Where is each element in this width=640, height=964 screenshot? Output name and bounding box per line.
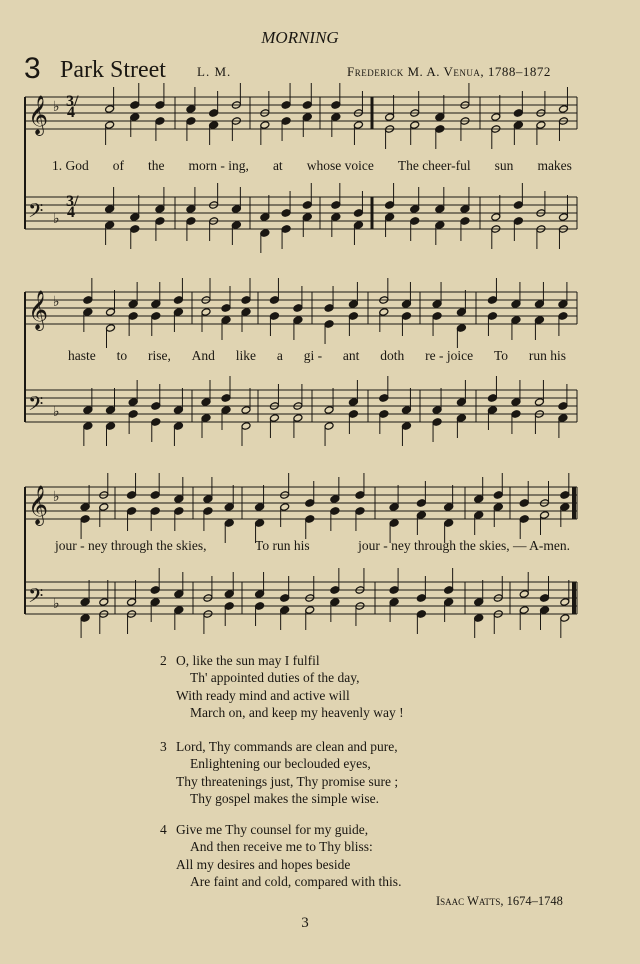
note-head: [444, 519, 454, 528]
note-head: [493, 503, 503, 512]
note-head: [83, 422, 93, 431]
note-head: [456, 398, 466, 407]
note-head: [224, 503, 234, 512]
note-head: [491, 113, 501, 122]
lyric: jour - ney through the skies, — A-men.: [358, 538, 570, 553]
note-head: [173, 308, 183, 317]
note-head: [260, 121, 270, 130]
lyric: run his: [528, 348, 566, 363]
note-head: [99, 503, 109, 512]
verse-line: O, like the sun may I fulfil: [176, 653, 320, 668]
note-head: [186, 105, 196, 114]
note-head: [83, 296, 93, 305]
note-head: [241, 296, 251, 305]
note-head: [519, 515, 529, 524]
note-head: [80, 515, 90, 524]
note-head: [280, 503, 290, 512]
note-head: [305, 515, 315, 524]
verse-number: 3: [160, 739, 167, 754]
note-head: [128, 398, 138, 407]
lyric: gi -: [303, 348, 323, 363]
note-head: [456, 324, 466, 333]
note-head: [410, 217, 420, 226]
verse-line: With ready mind and active will: [176, 687, 350, 703]
note-head: [487, 296, 497, 305]
note-head: [560, 503, 570, 512]
note-head: [173, 422, 183, 431]
note-head: [379, 308, 389, 317]
note-head: [281, 117, 291, 126]
section-title: MORNING: [261, 28, 339, 47]
note-head: [511, 410, 521, 419]
note-head: [331, 201, 341, 210]
meter: L. M.: [197, 64, 232, 79]
note-head: [128, 410, 138, 419]
note-head: [513, 109, 523, 118]
note-head: [385, 201, 395, 210]
note-head: [416, 511, 426, 520]
lyrics-line-2: [68, 348, 566, 364]
lyric: To run his: [255, 538, 310, 553]
note-head: [155, 217, 165, 226]
verse-2: [160, 652, 404, 722]
note-head: [155, 205, 165, 214]
note-head: [255, 590, 265, 599]
verse-number: 2: [160, 653, 167, 668]
note-head: [460, 205, 470, 214]
note-head: [474, 511, 484, 520]
note-head: [269, 296, 279, 305]
treble-clef: 𝄞: [28, 290, 49, 330]
flat-key-signature: ♭: [53, 211, 60, 227]
note-head: [558, 402, 568, 411]
note-head: [269, 414, 279, 423]
verse-line: Give me Thy counsel for my guide,: [176, 822, 369, 837]
note-head: [174, 495, 184, 504]
note-head: [174, 507, 184, 516]
note-head: [151, 300, 161, 309]
note-head: [305, 499, 315, 508]
note-head: [151, 418, 161, 427]
treble-clef: 𝄞: [28, 485, 49, 525]
note-head: [105, 105, 115, 114]
note-head: [281, 225, 291, 234]
note-head: [487, 312, 497, 321]
verse-line: Thy gospel makes the simple wise.: [190, 791, 379, 807]
note-head: [435, 205, 445, 214]
note-head: [128, 312, 138, 321]
note-head: [401, 422, 411, 431]
note-head: [444, 586, 454, 595]
note-head: [432, 418, 442, 427]
note-head: [151, 312, 161, 321]
note-head: [456, 308, 466, 317]
note-head: [324, 304, 334, 313]
note-head: [155, 117, 165, 126]
note-head: [203, 495, 213, 504]
hymn-number: 3: [24, 52, 41, 85]
note-head: [80, 503, 90, 512]
verse-number: 4: [160, 822, 167, 837]
bass-clef: 𝄢: [28, 584, 44, 612]
note-head: [293, 316, 303, 325]
note-head: [241, 308, 251, 317]
lyrics-line-3: [55, 538, 570, 554]
note-head: [130, 225, 140, 234]
note-head: [150, 586, 160, 595]
flat-key-signature: ♭: [53, 404, 60, 420]
note-head: [150, 507, 160, 516]
note-head: [293, 304, 303, 313]
lyric: of: [112, 158, 125, 173]
tune-name: Park Street: [60, 57, 166, 83]
note-head: [105, 121, 115, 130]
note-head: [401, 300, 411, 309]
verse-line: And then receive me to Thy bliss:: [190, 839, 373, 855]
verse-line: All my desires and hopes beside: [176, 856, 351, 872]
verse-4: [160, 821, 401, 891]
note-head: [105, 205, 115, 214]
note-head: [302, 201, 312, 210]
note-head: [536, 121, 546, 130]
note-head: [444, 503, 454, 512]
note-head: [186, 205, 196, 214]
note-head: [379, 394, 389, 403]
note-head: [513, 201, 523, 210]
verse-line: Th' appointed duties of the day,: [190, 670, 360, 686]
note-head: [355, 491, 365, 500]
note-head: [511, 316, 521, 325]
note-head: [355, 507, 365, 516]
flat-key-signature: ♭: [53, 294, 60, 310]
flat-key-signature: ♭: [53, 99, 60, 115]
note-head: [280, 594, 290, 603]
note-head: [106, 324, 116, 333]
note-head: [474, 598, 484, 607]
note-head: [83, 406, 93, 415]
note-head: [155, 101, 165, 110]
note-head: [435, 113, 445, 122]
note-head: [385, 113, 395, 122]
lyric: And: [191, 348, 215, 363]
note-head: [379, 410, 389, 419]
lyric: doth: [380, 348, 405, 363]
note-head: [203, 507, 213, 516]
note-head: [331, 113, 341, 122]
note-head: [558, 105, 568, 114]
lyric: like: [235, 348, 257, 363]
note-head: [456, 414, 466, 423]
lyric: to: [116, 348, 128, 363]
verse-line: Are faint and cold, compared with this.: [190, 874, 402, 890]
note-head: [174, 606, 184, 615]
note-head: [324, 406, 334, 415]
note-head: [221, 304, 231, 313]
note-head: [106, 422, 116, 431]
note-head: [432, 406, 442, 415]
note-head: [474, 495, 484, 504]
note-head: [80, 614, 90, 623]
note-head: [209, 109, 219, 118]
note-head: [221, 394, 231, 403]
lyric: jour - ney through the skies,: [55, 538, 207, 553]
note-head: [241, 406, 251, 415]
note-head: [221, 406, 231, 415]
note-head: [385, 213, 395, 222]
note-head: [330, 598, 340, 607]
note-head: [534, 300, 544, 309]
note-head: [80, 598, 90, 607]
note-head: [231, 221, 241, 230]
note-head: [331, 101, 341, 110]
note-head: [255, 602, 265, 611]
lyrics-line-1: [52, 158, 572, 174]
note-head: [560, 614, 570, 623]
note-head: [560, 598, 570, 607]
note-head: [150, 598, 160, 607]
note-head: [173, 296, 183, 305]
note-head: [151, 402, 161, 411]
note-head: [432, 300, 442, 309]
note-head: [99, 598, 109, 607]
note-head: [330, 507, 340, 516]
note-head: [401, 312, 411, 321]
note-head: [348, 398, 358, 407]
note-head: [330, 586, 340, 595]
note-head: [353, 121, 363, 130]
note-head: [241, 422, 251, 431]
lyric: The cheer-ful: [397, 158, 471, 173]
verse-line: Lord, Thy commands are clean and pure,: [176, 739, 398, 754]
composer: Frederick M. A. Venua, 1788–1872: [347, 64, 551, 79]
note-head: [269, 312, 279, 321]
lyric: whose voice: [306, 158, 374, 173]
time-signature-bass: 3/4: [66, 193, 79, 221]
lyric: a: [276, 348, 283, 363]
note-head: [353, 221, 363, 230]
flat-key-signature: ♭: [53, 596, 60, 612]
note-head: [432, 312, 442, 321]
treble-clef: 𝄞: [28, 95, 49, 135]
note-head: [305, 606, 315, 615]
note-head: [389, 598, 399, 607]
note-head: [221, 316, 231, 325]
note-head: [106, 406, 116, 415]
note-head: [558, 312, 568, 321]
note-head: [491, 213, 501, 222]
note-head: [558, 213, 568, 222]
note-head: [331, 213, 341, 222]
note-head: [255, 503, 265, 512]
note-head: [560, 491, 570, 500]
note-head: [410, 121, 420, 130]
note-head: [293, 414, 303, 423]
note-head: [487, 406, 497, 415]
note-head: [389, 519, 399, 528]
note-head: [519, 590, 529, 599]
note-head: [231, 205, 241, 214]
note-head: [493, 491, 503, 500]
note-head: [444, 598, 454, 607]
note-head: [511, 398, 521, 407]
note-head: [201, 308, 211, 317]
note-head: [281, 101, 291, 110]
note-head: [416, 610, 426, 619]
lyric: the: [148, 158, 165, 173]
note-head: [201, 398, 211, 407]
note-head: [127, 598, 137, 607]
note-head: [460, 217, 470, 226]
note-head: [260, 229, 270, 238]
note-head: [280, 606, 290, 615]
note-head: [558, 414, 568, 423]
lyric: haste: [68, 348, 96, 363]
note-head: [224, 519, 234, 528]
hymn-author: Isaac Watts, 1674–1748: [436, 894, 563, 908]
lyric: 1. God: [52, 158, 89, 173]
note-head: [174, 590, 184, 599]
note-head: [416, 594, 426, 603]
note-head: [534, 398, 544, 407]
note-head: [106, 308, 116, 317]
note-head: [519, 499, 529, 508]
note-head: [435, 221, 445, 230]
lyric: re - joice: [425, 348, 474, 363]
note-head: [401, 406, 411, 415]
lyric: To: [493, 348, 508, 363]
note-head: [209, 121, 219, 130]
note-head: [224, 590, 234, 599]
note-head: [348, 300, 358, 309]
note-head: [410, 205, 420, 214]
note-head: [487, 394, 497, 403]
note-head: [540, 594, 550, 603]
note-head: [348, 410, 358, 419]
note-head: [127, 491, 137, 500]
bass-clef: 𝄢: [28, 392, 44, 420]
verse-line: Thy threatenings just, Thy promise sure ;: [176, 773, 399, 789]
note-head: [513, 217, 523, 226]
note-head: [389, 503, 399, 512]
time-signature-treble: 3/4: [66, 93, 79, 121]
note-head: [348, 312, 358, 321]
note-head: [83, 308, 93, 317]
bass-clef: 𝄢: [28, 199, 44, 227]
note-head: [540, 606, 550, 615]
page-number: 3: [301, 915, 309, 931]
note-head: [534, 316, 544, 325]
verse-line: Enlightening our beclouded eyes,: [190, 756, 371, 772]
note-head: [173, 406, 183, 415]
note-head: [389, 586, 399, 595]
lyric: ant: [342, 348, 360, 363]
lyric: rise,: [147, 348, 171, 363]
note-head: [511, 300, 521, 309]
note-head: [260, 213, 270, 222]
note-head: [130, 213, 140, 222]
note-head: [255, 519, 265, 528]
note-head: [353, 209, 363, 218]
note-head: [281, 209, 291, 218]
note-head: [416, 499, 426, 508]
note-head: [302, 113, 312, 122]
note-head: [105, 221, 115, 230]
note-head: [224, 602, 234, 611]
note-head: [127, 507, 137, 516]
note-head: [519, 606, 529, 615]
verse-3: [160, 738, 398, 808]
note-head: [186, 217, 196, 226]
lyric: sun: [494, 158, 514, 173]
note-head: [201, 414, 211, 423]
lyric: at: [272, 158, 283, 173]
note-head: [130, 101, 140, 110]
note-head: [330, 495, 340, 504]
flat-key-signature: ♭: [53, 489, 60, 505]
note-head: [324, 320, 334, 329]
note-head: [324, 422, 334, 431]
note-head: [186, 117, 196, 126]
note-head: [150, 491, 160, 500]
note-head: [435, 125, 445, 134]
note-head: [540, 511, 550, 520]
note-head: [128, 300, 138, 309]
verse-line: March on, and keep my heavenly way !: [190, 705, 404, 721]
lyric: morn - ing,: [188, 158, 249, 173]
note-head: [558, 300, 568, 309]
note-head: [513, 121, 523, 130]
lyric: makes: [537, 158, 572, 173]
note-head: [302, 213, 312, 222]
note-head: [130, 113, 140, 122]
note-head: [302, 101, 312, 110]
note-head: [474, 614, 484, 623]
